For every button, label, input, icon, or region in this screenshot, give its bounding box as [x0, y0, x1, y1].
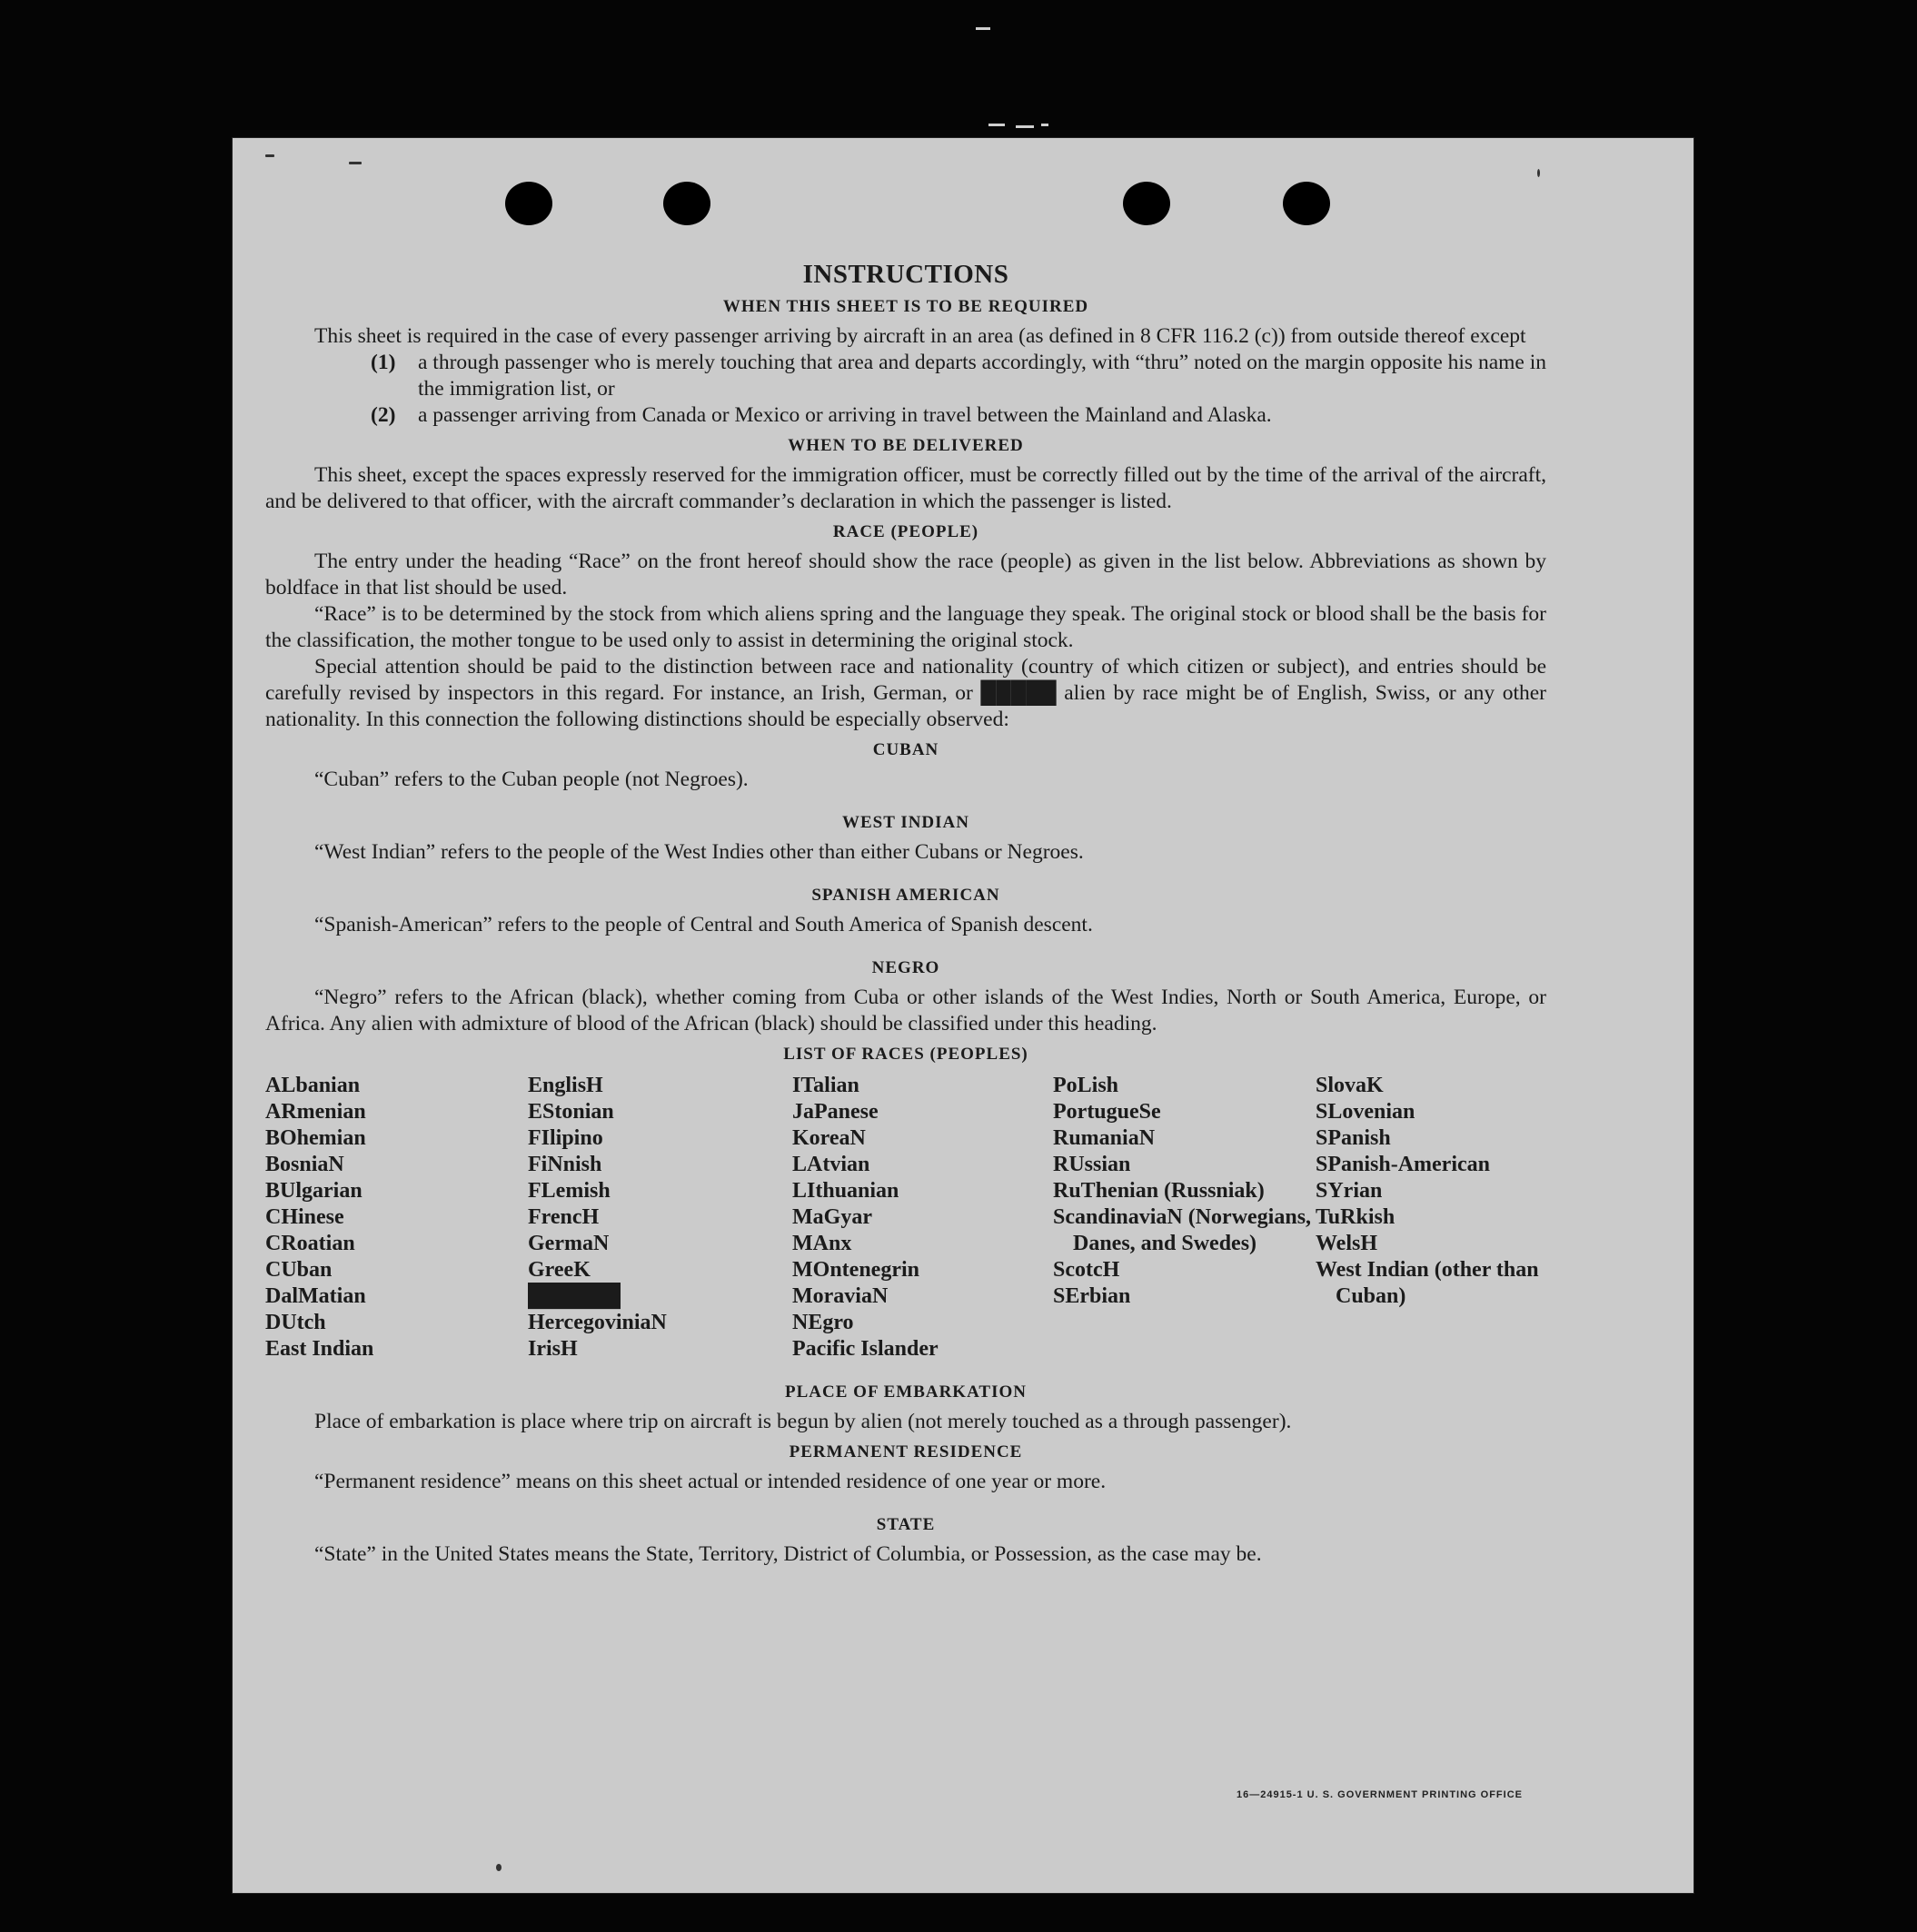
race-item: DUtch	[265, 1311, 326, 1334]
section-heading-cuban: CUBAN	[872, 740, 939, 759]
section-heading-delivered: WHEN TO BE DELIVERED	[788, 436, 1024, 455]
race-item: PortugueSe	[1053, 1100, 1161, 1124]
race-item: MoraviaN	[792, 1284, 889, 1308]
section-heading-list-of-races: LIST OF RACES (PEOPLES)	[783, 1045, 1028, 1064]
race-item: NEgro	[792, 1311, 854, 1334]
race-item: CHinese	[265, 1205, 344, 1229]
race-item: FIlipino	[528, 1126, 603, 1150]
race-item: ITalian	[792, 1074, 859, 1097]
race-item: HercegoviniaN	[528, 1311, 667, 1334]
race-item: CUban	[265, 1258, 333, 1282]
race-item: RumaniaN	[1053, 1126, 1156, 1150]
race-item: CRoatian	[265, 1232, 355, 1255]
race-item: ALbanian	[265, 1074, 361, 1097]
race-item: PoLish	[1053, 1074, 1119, 1097]
race-item: SPanish	[1316, 1126, 1391, 1150]
race-item: BOhemian	[265, 1126, 366, 1150]
paragraph-required: This sheet is required in the case of every passenger arriving by aircraft in an area (as defined in 8 CFR 116.2 (c)) from outside thereof except	[314, 324, 1526, 348]
paragraph-race-1: The entry under the heading “Race” on the front hereof should show the race (people) as given in the list below. Abbreviations as shown by boldface in that list should be used.	[265, 550, 1546, 599]
race-item: RUssian	[1053, 1153, 1131, 1176]
race-item: JaPanese	[792, 1100, 879, 1124]
section-heading-permanent-residence: PERMANENT RESIDENCE	[789, 1442, 1023, 1461]
paragraph-cuban: “Cuban” refers to the Cuban people (not Negroes).	[314, 768, 749, 791]
races-list	[265, 1073, 1546, 1362]
race-item: Pacific Islander	[792, 1337, 939, 1361]
dust-speck	[496, 1864, 502, 1871]
races-column	[792, 1073, 1053, 1362]
race-item: ScandinaviaN (Norwegians, Danes, and Swedes)	[1053, 1205, 1312, 1255]
dust-speck	[1537, 169, 1540, 177]
paragraph-embarkation: Place of embarkation is place where trip on aircraft is begun by alien (not merely touched as a through passenger).	[314, 1410, 1292, 1433]
race-item: MAnx	[792, 1232, 852, 1255]
race-item: FLemish	[528, 1179, 611, 1203]
page-title: INSTRUCTIONS	[802, 260, 1009, 289]
race-item-redacted: ██████	[528, 1284, 621, 1308]
race-item: SLovenian	[1316, 1100, 1415, 1124]
item-text: a passenger arriving from Canada or Mexico or arriving in travel between the Mainland and Alaska.	[418, 403, 1272, 427]
section-heading-west-indian: WEST INDIAN	[842, 813, 969, 832]
race-item: EStonian	[528, 1100, 614, 1124]
race-item: EnglisH	[528, 1074, 603, 1097]
race-item: LAtvian	[792, 1153, 870, 1176]
section-heading-race: RACE (PEOPLE)	[832, 522, 979, 541]
race-item: KoreaN	[792, 1126, 866, 1150]
item-text: a through passenger who is merely touching that area and departs accordingly, with “thru” noted on the margin opposite his name in the immigration list, or	[418, 351, 1546, 401]
item-number: (2)	[371, 403, 396, 427]
exception-item	[265, 402, 1546, 429]
race-item: SPanish-American	[1316, 1153, 1490, 1176]
dust-speck	[265, 154, 274, 157]
race-item: ScotcH	[1053, 1258, 1120, 1282]
race-item: SYrian	[1316, 1179, 1383, 1203]
paragraph-negro: “Negro” refers to the African (black), whether coming from Cuba or other islands of the West Indies, North or South America, Europe, or Africa. Any alien with admixture of blood of the African (black) should be classified under this heading.	[265, 986, 1546, 1035]
paragraph-race-3: Special attention should be paid to the distinction between race and nationality (country of which citizen or subject), and entries should be carefully revised by inspectors in this regard. For instance, an Irish, German, or █████ alien by race might be of English, Swiss, or any other nationality. In this connection the following distinctions should be especially observed:	[265, 655, 1546, 731]
race-item: LIthuanian	[792, 1179, 899, 1203]
scan-mark	[988, 124, 1005, 126]
item-number: (1)	[371, 351, 396, 374]
race-item: MaGyar	[792, 1205, 872, 1229]
race-item: BosniaN	[265, 1153, 344, 1176]
race-item: FiNnish	[528, 1153, 602, 1176]
race-item: BUlgarian	[265, 1179, 363, 1203]
race-item: ARmenian	[265, 1100, 366, 1124]
section-heading-spanish-american: SPANISH AMERICAN	[811, 886, 1000, 905]
paragraph-state: “State” in the United States means the State, Territory, District of Columbia, or Possession, as the case may be.	[314, 1542, 1262, 1566]
race-item: West Indian (other than Cuban)	[1316, 1258, 1539, 1308]
races-column	[528, 1073, 792, 1362]
race-item: WelsH	[1316, 1232, 1378, 1255]
race-item: FrencH	[528, 1205, 600, 1229]
paragraph-race-2: “Race” is to be determined by the stock from which aliens spring and the language they speak. The original stock or blood shall be the basis for the classification, the mother tongue to be used only to assist in determining the original stock.	[265, 602, 1546, 652]
scan-mark	[1041, 124, 1048, 126]
punch-hole	[1123, 182, 1170, 225]
section-heading-embarkation: PLACE OF EMBARKATION	[785, 1382, 1027, 1402]
race-item: East Indian	[265, 1337, 374, 1361]
section-heading-required: WHEN THIS SHEET IS TO BE REQUIRED	[722, 297, 1089, 316]
instructions-text	[265, 262, 1546, 1568]
race-item: SlovaK	[1316, 1074, 1384, 1097]
punch-hole	[1283, 182, 1330, 225]
dust-speck	[349, 162, 362, 164]
document-page	[233, 138, 1694, 1893]
scan-mark	[1016, 125, 1034, 128]
paragraph-west-indian: “West Indian” refers to the people of the West Indies other than either Cubans or Negroes.	[314, 840, 1084, 864]
section-heading-negro: NEGRO	[871, 958, 940, 977]
section-heading-state: STATE	[876, 1515, 936, 1534]
paragraph-delivered: This sheet, except the spaces expressly reserved for the immigration officer, must be correctly filled out by the time of the arrival of the aircraft, and be delivered to that officer, with the aircraft commander’s declaration in which the passenger is listed.	[265, 463, 1546, 513]
race-item: SErbian	[1053, 1284, 1131, 1308]
punch-hole	[505, 182, 552, 225]
paragraph-spanish-american: “Spanish-American” refers to the people of Central and South America of Spanish descent.	[314, 913, 1093, 936]
scan-mark	[976, 27, 990, 30]
race-item: GermaN	[528, 1232, 610, 1255]
paragraph-permanent-residence: “Permanent residence” means on this sheet actual or intended residence of one year or more.	[314, 1470, 1107, 1493]
race-item: DalMatian	[265, 1284, 366, 1308]
printing-office-code: 16—24915-1 U. S. GOVERNMENT PRINTING OFFICE	[1236, 1789, 1523, 1800]
races-column	[1053, 1073, 1316, 1362]
race-item: GreeK	[528, 1258, 591, 1282]
race-item: IrisH	[528, 1337, 578, 1361]
race-item: MOntenegrin	[792, 1258, 919, 1282]
race-item: RuThenian (Russniak)	[1053, 1179, 1265, 1203]
race-item: TuRkish	[1316, 1205, 1396, 1229]
races-column	[265, 1073, 528, 1362]
punch-hole	[663, 182, 710, 225]
races-column	[1316, 1073, 1546, 1362]
exception-item	[265, 350, 1546, 402]
